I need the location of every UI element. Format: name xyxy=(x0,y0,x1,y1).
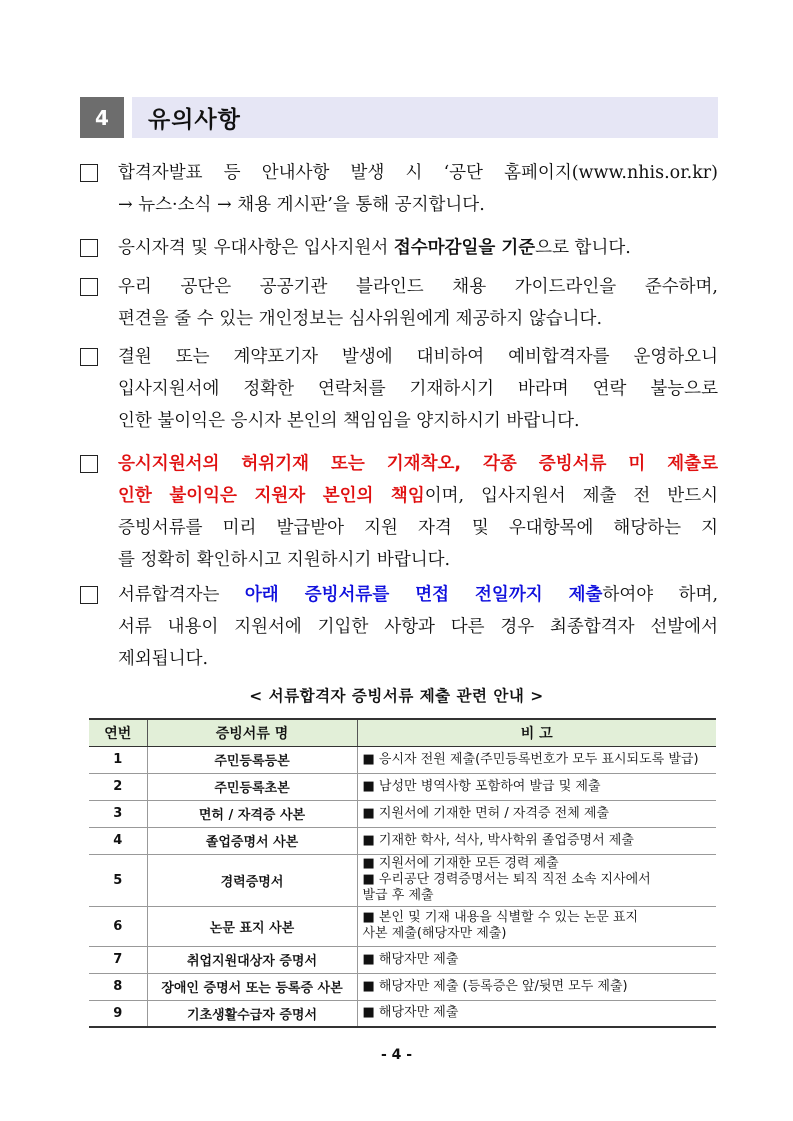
row-number: 5 xyxy=(89,854,147,906)
remarks-cell xyxy=(357,854,716,906)
remarks-cell xyxy=(357,827,716,854)
remark-line: ■ 해당자만 제출 xyxy=(362,1005,459,1021)
notice-line xyxy=(118,579,718,611)
notice-line xyxy=(118,373,718,405)
row-number: 2 xyxy=(89,773,147,800)
table-row xyxy=(89,973,716,1000)
notice-text: 합격자발표 등 안내사항 발생 시 ‘공단 홈페이지(www.nhis.or.kr) xyxy=(118,163,718,183)
notice-text: 결원 또는 계약포기자 발생에 대비하여 예비합격자를 운영하오니 xyxy=(118,347,718,367)
notice-text: 편견을 줄 수 있는 개인정보는 심사위원에게 제공하지 않습니다. xyxy=(118,309,603,329)
document-name: 졸업증명서 사본 xyxy=(147,827,357,854)
column-header-no: 연번 xyxy=(89,719,147,746)
emphasis-text: 응시지원서의 허위기재 또는 기재착오, 각종 증빙서류 미 제출로 xyxy=(118,454,718,474)
notice-text: 증빙서류를 미리 발급받아 지원 자격 및 우대항목에 해당하는 지 xyxy=(118,518,718,538)
notice-text: 으로 합니다. xyxy=(535,238,631,258)
notice-line xyxy=(118,544,718,576)
notice-line xyxy=(118,157,718,189)
document-name: 장애인 증명서 또는 등록증 사본 xyxy=(147,973,357,1000)
table-row xyxy=(89,800,716,827)
checkbox-icon xyxy=(80,278,98,296)
remark-line: ■ 본인 및 기재 내용을 식별할 수 있는 논문 표지 xyxy=(362,910,639,925)
remark-line: 사본 제출(해당자만 제출) xyxy=(362,926,507,941)
document-name: 주민등록등본 xyxy=(147,746,357,773)
remark-line: ■ 기재한 학사, 석사, 박사학위 졸업증명서 제출 xyxy=(362,832,634,848)
table-row xyxy=(89,946,716,973)
notice-line xyxy=(118,611,718,643)
checkbox-icon xyxy=(80,586,98,604)
notice-text: → 뉴스·소식 → 채용 게시판’을 통해 공지합니다. xyxy=(118,195,485,215)
table-row xyxy=(89,906,716,946)
notice-text: 서류 내용이 지원서에 기입한 사항과 다른 경우 최종합격자 선발에서 xyxy=(118,617,718,637)
remarks-cell xyxy=(357,1000,716,1027)
remarks-cell xyxy=(357,906,716,946)
row-number: 8 xyxy=(89,973,147,1000)
emphasis-text: 아래 증빙서류를 면접 전일까지 제출 xyxy=(244,585,603,605)
notice-text: 하여야 하며, xyxy=(602,585,719,605)
remarks-cell xyxy=(357,946,716,973)
remark-line: ■ 해당자만 제출 xyxy=(362,951,459,967)
column-header-document: 증빙서류 명 xyxy=(147,719,357,746)
row-number: 9 xyxy=(89,1000,147,1027)
notice-line xyxy=(118,512,718,544)
checkbox-icon xyxy=(80,348,98,366)
notice-line xyxy=(118,405,718,437)
notice-line xyxy=(118,480,718,512)
table-row xyxy=(89,746,716,773)
remark-line: 발급 후 제출 xyxy=(362,888,434,903)
row-number: 1 xyxy=(89,746,147,773)
table-row xyxy=(89,827,716,854)
documents-table xyxy=(89,718,716,1028)
table-row xyxy=(89,773,716,800)
checkbox-icon xyxy=(80,239,98,257)
notice-text: 우리 공단은 공공기관 블라인드 채용 가이드라인을 준수하며, xyxy=(118,277,718,297)
document-name: 취업지원대상자 증명서 xyxy=(147,946,357,973)
table-row xyxy=(89,1000,716,1027)
section-title: 유의사항 xyxy=(148,107,241,133)
checkbox-icon xyxy=(80,455,98,473)
remarks-cell xyxy=(357,746,716,773)
document-name: 기초생활수급자 증명서 xyxy=(147,1000,357,1027)
notice-text: 서류합격자는 xyxy=(118,585,245,605)
row-number: 3 xyxy=(89,800,147,827)
remarks-cell xyxy=(357,773,716,800)
document-name: 면허 / 자격증 사본 xyxy=(147,800,357,827)
emphasis-text: 접수마감일을 기준 xyxy=(393,238,536,258)
section-header xyxy=(80,97,718,138)
emphasis-text: 인한 불이익은 지원자 본인의 책임 xyxy=(118,486,425,506)
remark-line: ■ 우리공단 경력증명서는 퇴직 직전 소속 지사에서 xyxy=(362,872,651,887)
notice-line xyxy=(118,271,718,303)
document-name: 경력증명서 xyxy=(147,854,357,906)
row-number: 4 xyxy=(89,827,147,854)
notice-line xyxy=(118,448,718,480)
notice-line xyxy=(118,303,718,335)
remark-line: ■ 지원서에 기재한 면허 / 자격증 전체 제출 xyxy=(362,805,610,821)
remark-line: ■ 응시자 전원 제출(주민등록번호가 모두 표시되도록 발급) xyxy=(362,751,699,767)
remark-line: ■ 남성만 병역사항 포함하여 발급 및 제출 xyxy=(362,778,601,794)
table-header-row xyxy=(89,719,716,746)
table-row xyxy=(89,854,716,906)
row-number: 6 xyxy=(89,906,147,946)
remark-line: ■ 해당자만 제출 (등록증은 앞/뒷면 모두 제출) xyxy=(362,978,628,994)
notice-text: 이며, 입사지원서 제출 전 반드시 xyxy=(424,486,718,506)
notice-text: 제외됩니다. xyxy=(118,649,209,669)
notice-line xyxy=(118,341,718,373)
remark-line: ■ 지원서에 기재한 모든 경력 제출 xyxy=(362,856,559,871)
table-caption: < 서류합격자 증빙서류 제출 관련 안내 > xyxy=(249,687,544,705)
column-header-remarks: 비 고 xyxy=(357,719,716,746)
document-name: 논문 표지 사본 xyxy=(147,906,357,946)
section-title-bar xyxy=(132,97,718,138)
notice-line xyxy=(118,643,718,675)
page-number: - 4 - xyxy=(380,1047,413,1063)
notice-text: 입사지원서에 정확한 연락처를 기재하시기 바라며 연락 불능으로 xyxy=(118,379,718,399)
section-number: 4 xyxy=(80,97,124,138)
document-name: 주민등록초본 xyxy=(147,773,357,800)
notice-line xyxy=(118,189,718,221)
notice-text: 응시자격 및 우대사항은 입사지원서 xyxy=(118,238,394,258)
notice-text: 를 정확히 확인하시고 지원하시기 바랍니다. xyxy=(118,550,451,570)
row-number: 7 xyxy=(89,946,147,973)
notice-line xyxy=(118,232,718,264)
table-body xyxy=(89,746,716,1027)
notice-text: 인한 불이익은 응시자 본인의 책임임을 양지하시기 바랍니다. xyxy=(118,411,580,431)
checkbox-icon xyxy=(80,164,98,182)
remarks-cell xyxy=(357,800,716,827)
remarks-cell xyxy=(357,973,716,1000)
